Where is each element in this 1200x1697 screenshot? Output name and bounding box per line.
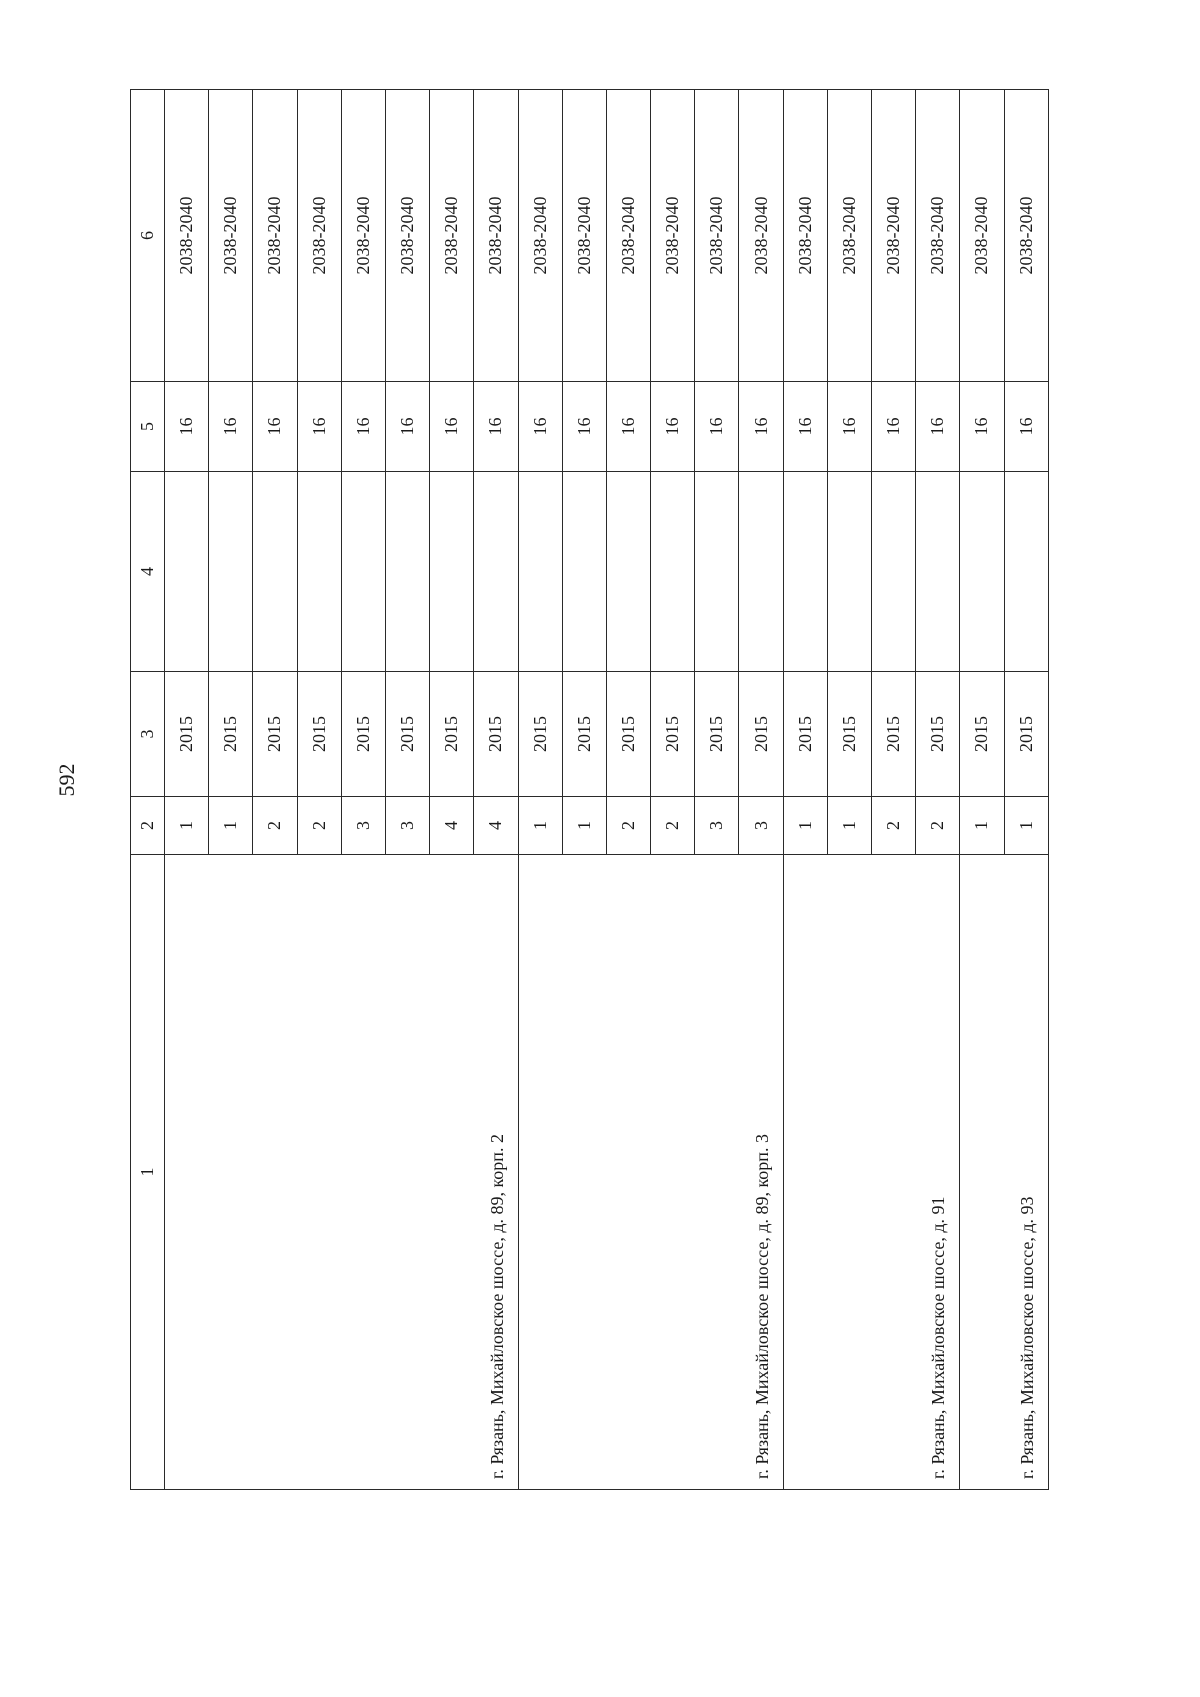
cell-c3: 2015 xyxy=(960,672,1004,797)
cell-c5: 16 xyxy=(739,382,783,472)
cell-c5: 16 xyxy=(695,382,739,472)
cell-c3: 2015 xyxy=(695,672,739,797)
cell-c5: 16 xyxy=(960,382,1004,472)
cell-c5: 16 xyxy=(827,382,871,472)
cell-c6: 2038-2040 xyxy=(695,90,739,382)
cell-c4 xyxy=(253,472,297,672)
cell-c6: 2038-2040 xyxy=(385,90,429,382)
cell-c3: 2015 xyxy=(827,672,871,797)
cell-c2: 3 xyxy=(385,797,429,855)
cell-c5: 16 xyxy=(165,382,209,472)
cell-c4 xyxy=(562,472,606,672)
cell-c3: 2015 xyxy=(253,672,297,797)
cell-c4 xyxy=(827,472,871,672)
cell-c4 xyxy=(297,472,341,672)
cell-c6: 2038-2040 xyxy=(297,90,341,382)
cell-c3: 2015 xyxy=(916,672,960,797)
table-row xyxy=(518,90,562,1490)
cell-c2: 2 xyxy=(253,797,297,855)
cell-c5: 16 xyxy=(1004,382,1048,472)
cell-c3: 2015 xyxy=(1004,672,1048,797)
cell-c4 xyxy=(341,472,385,672)
cell-c6: 2038-2040 xyxy=(827,90,871,382)
cell-c6: 2038-2040 xyxy=(165,90,209,382)
cell-c3: 2015 xyxy=(606,672,650,797)
cell-c2: 1 xyxy=(960,797,1004,855)
column-header-2: 2 xyxy=(131,797,165,855)
cell-c4 xyxy=(960,472,1004,672)
cell-c6: 2038-2040 xyxy=(916,90,960,382)
cell-c5: 16 xyxy=(872,382,916,472)
cell-c2: 2 xyxy=(651,797,695,855)
cell-c3: 2015 xyxy=(739,672,783,797)
cell-c4 xyxy=(165,472,209,672)
cell-c2: 1 xyxy=(827,797,871,855)
cell-c4 xyxy=(474,472,518,672)
cell-c5: 16 xyxy=(606,382,650,472)
address-cell: г. Рязань, Михайловское шоссе, д. 93 xyxy=(960,855,1049,1490)
cell-c2: 3 xyxy=(341,797,385,855)
cell-c5: 16 xyxy=(297,382,341,472)
cell-c5: 16 xyxy=(783,382,827,472)
cell-c3: 2015 xyxy=(297,672,341,797)
cell-c5: 16 xyxy=(430,382,474,472)
cell-c4 xyxy=(209,472,253,672)
cell-c5: 16 xyxy=(916,382,960,472)
cell-c6: 2038-2040 xyxy=(1004,90,1048,382)
cell-c5: 16 xyxy=(341,382,385,472)
cell-c2: 1 xyxy=(783,797,827,855)
cell-c6: 2038-2040 xyxy=(872,90,916,382)
cell-c5: 16 xyxy=(385,382,429,472)
address-cell: г. Рязань, Михайловское шоссе, д. 89, корп. 3 xyxy=(518,855,783,1490)
cell-c2: 4 xyxy=(430,797,474,855)
cell-c5: 16 xyxy=(253,382,297,472)
column-header-4: 4 xyxy=(131,472,165,672)
address-cell: г. Рязань, Михайловское шоссе, д. 91 xyxy=(783,855,960,1490)
cell-c5: 16 xyxy=(562,382,606,472)
cell-c2: 2 xyxy=(297,797,341,855)
cell-c3: 2015 xyxy=(165,672,209,797)
cell-c5: 16 xyxy=(518,382,562,472)
cell-c2: 2 xyxy=(872,797,916,855)
table-row xyxy=(165,90,209,1490)
register-table xyxy=(130,89,1049,1490)
cell-c4 xyxy=(606,472,650,672)
cell-c3: 2015 xyxy=(209,672,253,797)
cell-c2: 1 xyxy=(518,797,562,855)
cell-c2: 2 xyxy=(916,797,960,855)
cell-c6: 2038-2040 xyxy=(474,90,518,382)
cell-c5: 16 xyxy=(209,382,253,472)
cell-c3: 2015 xyxy=(651,672,695,797)
cell-c2: 2 xyxy=(606,797,650,855)
cell-c2: 1 xyxy=(562,797,606,855)
cell-c6: 2038-2040 xyxy=(606,90,650,382)
cell-c3: 2015 xyxy=(562,672,606,797)
cell-c6: 2038-2040 xyxy=(209,90,253,382)
cell-c3: 2015 xyxy=(430,672,474,797)
column-header-6: 6 xyxy=(131,90,165,382)
cell-c6: 2038-2040 xyxy=(783,90,827,382)
cell-c4 xyxy=(783,472,827,672)
cell-c6: 2038-2040 xyxy=(518,90,562,382)
cell-c3: 2015 xyxy=(474,672,518,797)
cell-c4 xyxy=(1004,472,1048,672)
cell-c3: 2015 xyxy=(783,672,827,797)
table-header-row xyxy=(131,90,165,1490)
cell-c4 xyxy=(651,472,695,672)
cell-c3: 2015 xyxy=(341,672,385,797)
cell-c5: 16 xyxy=(651,382,695,472)
cell-c4 xyxy=(739,472,783,672)
column-header-3: 3 xyxy=(131,672,165,797)
table-body xyxy=(165,90,1049,1490)
page-number: 592 xyxy=(54,763,79,797)
cell-c2: 1 xyxy=(165,797,209,855)
column-header-5: 5 xyxy=(131,382,165,472)
table-container xyxy=(130,90,1049,1490)
cell-c6: 2038-2040 xyxy=(253,90,297,382)
cell-c6: 2038-2040 xyxy=(739,90,783,382)
cell-c3: 2015 xyxy=(385,672,429,797)
cell-c4 xyxy=(430,472,474,672)
cell-c3: 2015 xyxy=(518,672,562,797)
cell-c4 xyxy=(518,472,562,672)
cell-c2: 3 xyxy=(739,797,783,855)
cell-c6: 2038-2040 xyxy=(430,90,474,382)
cell-c5: 16 xyxy=(474,382,518,472)
table-row xyxy=(783,90,827,1490)
cell-c4 xyxy=(695,472,739,672)
cell-c4 xyxy=(385,472,429,672)
cell-c2: 3 xyxy=(695,797,739,855)
cell-c6: 2038-2040 xyxy=(960,90,1004,382)
cell-c2: 4 xyxy=(474,797,518,855)
table-row xyxy=(960,90,1004,1490)
cell-c2: 1 xyxy=(1004,797,1048,855)
address-cell: г. Рязань, Михайловское шоссе, д. 89, корп. 2 xyxy=(165,855,519,1490)
cell-c3: 2015 xyxy=(872,672,916,797)
cell-c6: 2038-2040 xyxy=(562,90,606,382)
column-header-1: 1 xyxy=(131,855,165,1490)
cell-c4 xyxy=(916,472,960,672)
cell-c6: 2038-2040 xyxy=(341,90,385,382)
cell-c4 xyxy=(872,472,916,672)
cell-c6: 2038-2040 xyxy=(651,90,695,382)
cell-c2: 1 xyxy=(209,797,253,855)
